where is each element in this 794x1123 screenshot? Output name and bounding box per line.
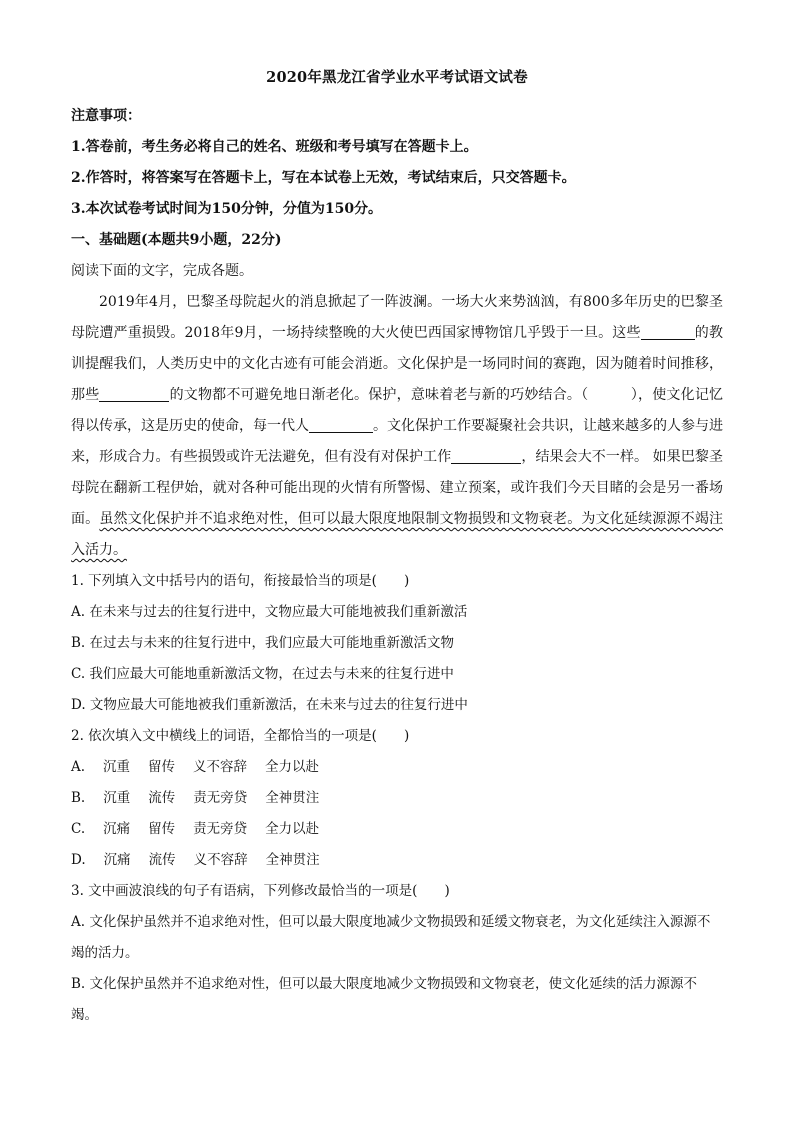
question-1-option-c: C. 我们应最大可能地重新激活文物，在过去与未来的往复行进中 (71, 666, 454, 682)
question-2-option-d: D. 沉痛 流传 义不容辞 全神贯注 (71, 852, 320, 868)
passage-segment-3: 的文物都不可避免地日渐老化。保护，意味着老与新的巧妙结合。（ ），使文化记忆得以传承，这是历史的使命，每一代人 (71, 387, 724, 434)
question-1-stem: 1. 下列填入文中括号内的语句，衔接最恰当的项是( ) (71, 573, 410, 589)
fill-blank-1 (641, 323, 695, 340)
passage-segment-4: 。文化保护工作要凝聚社会共识，让越来越多的人参与进来，形成合力。有些损毁或许无法避免，但有没有对保护工作 (71, 418, 723, 465)
question-3-stem: 3. 文中画波浪线的句子有语病，下列修改最恰当的一项是( ) (71, 883, 450, 899)
notice-heading: 注意事项： (71, 108, 141, 124)
passage-segment-1: 2019年4月，巴黎圣母院起火的消息掀起了一阵波澜。一场大火来势汹汹，有800多年历史的巴黎圣母院遭严重损毁。2018年9月，一场持续整晚的大火使巴西国家博物馆几乎毁于一旦。这些 (71, 294, 723, 341)
question-1-option-d: D. 文物应最大可能地被我们重新激活，在未来与过去的往复行进中 (71, 697, 468, 713)
wavy-underlined-sentence: 虽然文化保护并不追求绝对性，但可以最大限度地限制文物损毁和文物衰老。为文化延续源源不竭注入活力。 (71, 511, 724, 558)
fill-blank-3 (309, 416, 373, 433)
exam-page (71, 66, 723, 1031)
question-2-option-b: B. 沉重 流传 责无旁贷 全神贯注 (71, 790, 320, 806)
question-3-option-b: B. 文化保护虽然并不追求绝对性，但可以最大限度地减少文物损毁和文物衰老，使文化延续的活力源源不竭。 (71, 976, 698, 1023)
question-1-option-a: A. 在未来与过去的往复行进中，文物应最大可能地被我们重新激活 (71, 604, 468, 620)
question-2-option-c: C. 沉痛 留传 责无旁贷 全力以赴 (71, 821, 320, 837)
section-heading: 一、基础题(本题共9小题，22分) (71, 232, 282, 248)
notice-item-2: 2.作答时，将答案写在答题卡上，写在本试卷上无效，考试结束后，只交答题卡。 (71, 170, 576, 186)
question-1-option-b: B. 在过去与未来的往复行进中，我们应最大可能地重新激活文物 (71, 635, 455, 651)
fill-blank-4 (451, 447, 521, 464)
exam-title: 2020年黑龙江省学业水平考试语文试卷 (266, 69, 528, 86)
passage-segment-2: 的教训提醒我们，人类历史中的文化古迹有可能会消逝。文化保护是一场同时间的赛跑，因为随着时间推移，那些 (71, 325, 723, 403)
section-instruction: 阅读下面的文字，完成各题。 (71, 263, 253, 279)
fill-blank-2 (99, 385, 169, 402)
notice-item-3: 3.本次试卷考试时间为150分钟，分值为150分。 (71, 201, 383, 217)
question-2-stem: 2. 依次填入文中横线上的词语，全都恰当的一项是( ) (71, 728, 410, 744)
reading-passage (71, 287, 723, 566)
question-2-option-a: A. 沉重 留传 义不容辞 全力以赴 (71, 759, 320, 775)
notice-item-1: 1.答卷前，考生务必将自己的姓名、班级和考号填写在答题卡上。 (71, 139, 478, 155)
passage-segment-5: ，结果会大不一样。 如果巴黎圣母院在翻新工程伊始，就对各种可能出现的火情有所警惕、建立预案，或许我们今天目睹的会是另一番场面。 (71, 449, 723, 527)
question-3-option-a: A. 文化保护虽然并不追求绝对性，但可以最大限度地减少文物损毁和延缓文物衰老，为文化延续注入源源不竭的活力。 (71, 914, 711, 961)
